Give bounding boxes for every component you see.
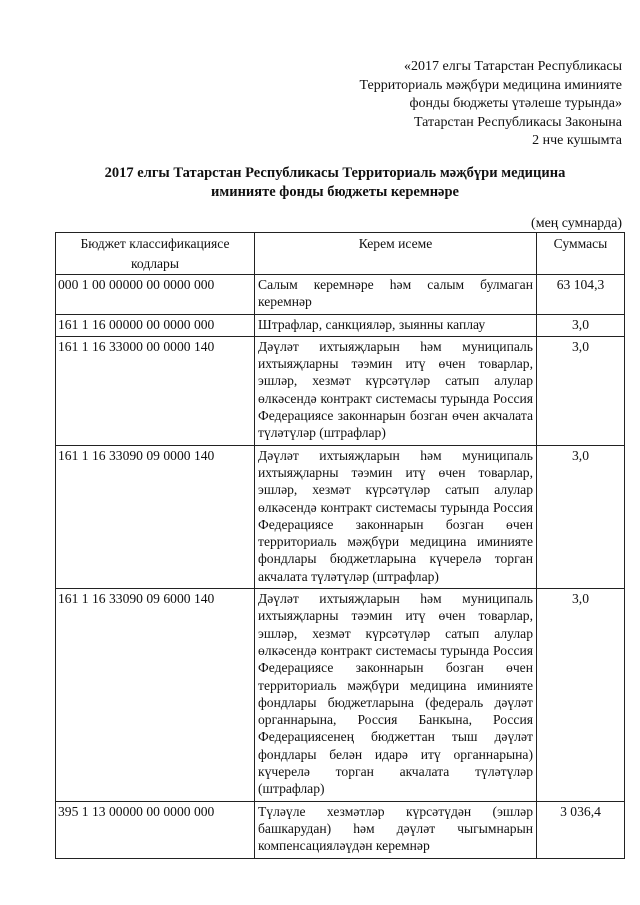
appendix-line: Территориаль мәҗбүри медицина иминияте [359,77,622,93]
header-code-line: кодлары [131,255,179,271]
units-note: (мең сумнарда) [531,216,622,231]
header-sum: Суммасы [537,233,625,275]
row-name: Салым керемнәре һәм салым булмаган керемнәр [255,275,537,315]
row-name: Дәүләт ихтыяҗларын һәм муниципаль ихтыяҗларны тәэмин итү өчен товарлар, эшләр, хезмәт күрсәтүләр сатып алулар өлкәсендә контракт системасы турында Россия Федерациясе законнарын бозган өчен территориаль мәҗбүри медицина иминияте фондлары бюджетларына күчерелә торган акчалата түләтүләр (штрафлар) [255,445,537,588]
table-row [56,445,625,588]
row-name: Дәүләт ихтыяҗларын һәм муниципаль ихтыяҗларны тәэмин итү өчен товарлар, эшләр, хезмәт күрсәтүләр сатып алулар өлкәсендә контракт системасы турында Россия Федерациясе законнарын бозган өчен территориаль мәҗбүри медицина иминияте фондлары бюджетларына (федераль дәүләт органнарына, Россия Банкына, Россия Федерациясенең бюджеттан тыш дәүләт фондлары белән идарә итү органнарына) күчерелә торган акчалата түләтүләр (штрафлар) [255,589,537,802]
page-bottom-margin [0,886,640,905]
appendix-line: фонды бюджеты үтәлеше турында» [409,96,622,112]
row-sum: 3,0 [537,589,625,802]
row-sum: 3,0 [537,314,625,336]
table-row [56,314,625,336]
title-line: 2017 елгы Татарстан Республикасы Территориаль мәҗбүри медицина [104,165,566,181]
row-name: Дәүләт ихтыяҗларын һәм муниципаль ихтыяҗларны тәэмин итү өчен товарлар, эшләр, хезмәт күрсәтүләр сатып алулар өлкәсендә контракт системасы турында Россия Федерациясе законнарын бозган өчен акчалата түләтүләр (штрафлар) [255,336,537,445]
revenue-table [55,232,625,859]
row-code: 000 1 00 00000 00 0000 000 [56,275,255,315]
appendix-line: 2 нче кушымта [532,133,622,149]
row-sum: 3,0 [537,445,625,588]
header-name: Керем исеме [255,233,537,275]
document-title [40,164,630,201]
row-code: 161 1 16 33090 09 6000 140 [56,589,255,802]
appendix-line: «2017 елгы Татарстан Республикасы [404,59,622,74]
header-code [56,233,255,275]
row-code: 395 1 13 00000 00 0000 000 [56,801,255,858]
appendix-note [359,58,622,151]
row-sum: 3 036,4 [537,801,625,858]
title-line: иминияте фонды бюджеты керемнәре [210,183,459,200]
row-sum: 63 104,3 [537,275,625,315]
row-name: Штрафлар, санкцияләр, зыянны каплау [255,314,537,336]
row-code: 161 1 16 33090 09 0000 140 [56,445,255,588]
row-code: 161 1 16 00000 00 0000 000 [56,314,255,336]
table-row [56,336,625,445]
table-header-row [56,233,625,275]
table-row [56,589,625,802]
row-name: Түләүле хезмәтләр күрсәтүдән (эшләр башкарудан) һәм дәүләт чыгымнарын компенсацияләүдән керемнәр [255,801,537,858]
row-sum: 3,0 [537,336,625,445]
row-code: 161 1 16 33000 00 0000 140 [56,336,255,445]
appendix-line: Татарстан Республикасы Законына [413,114,622,130]
table-row [56,801,625,858]
header-code-line: Бюджет классификациясе [80,236,230,251]
table-row [56,275,625,315]
